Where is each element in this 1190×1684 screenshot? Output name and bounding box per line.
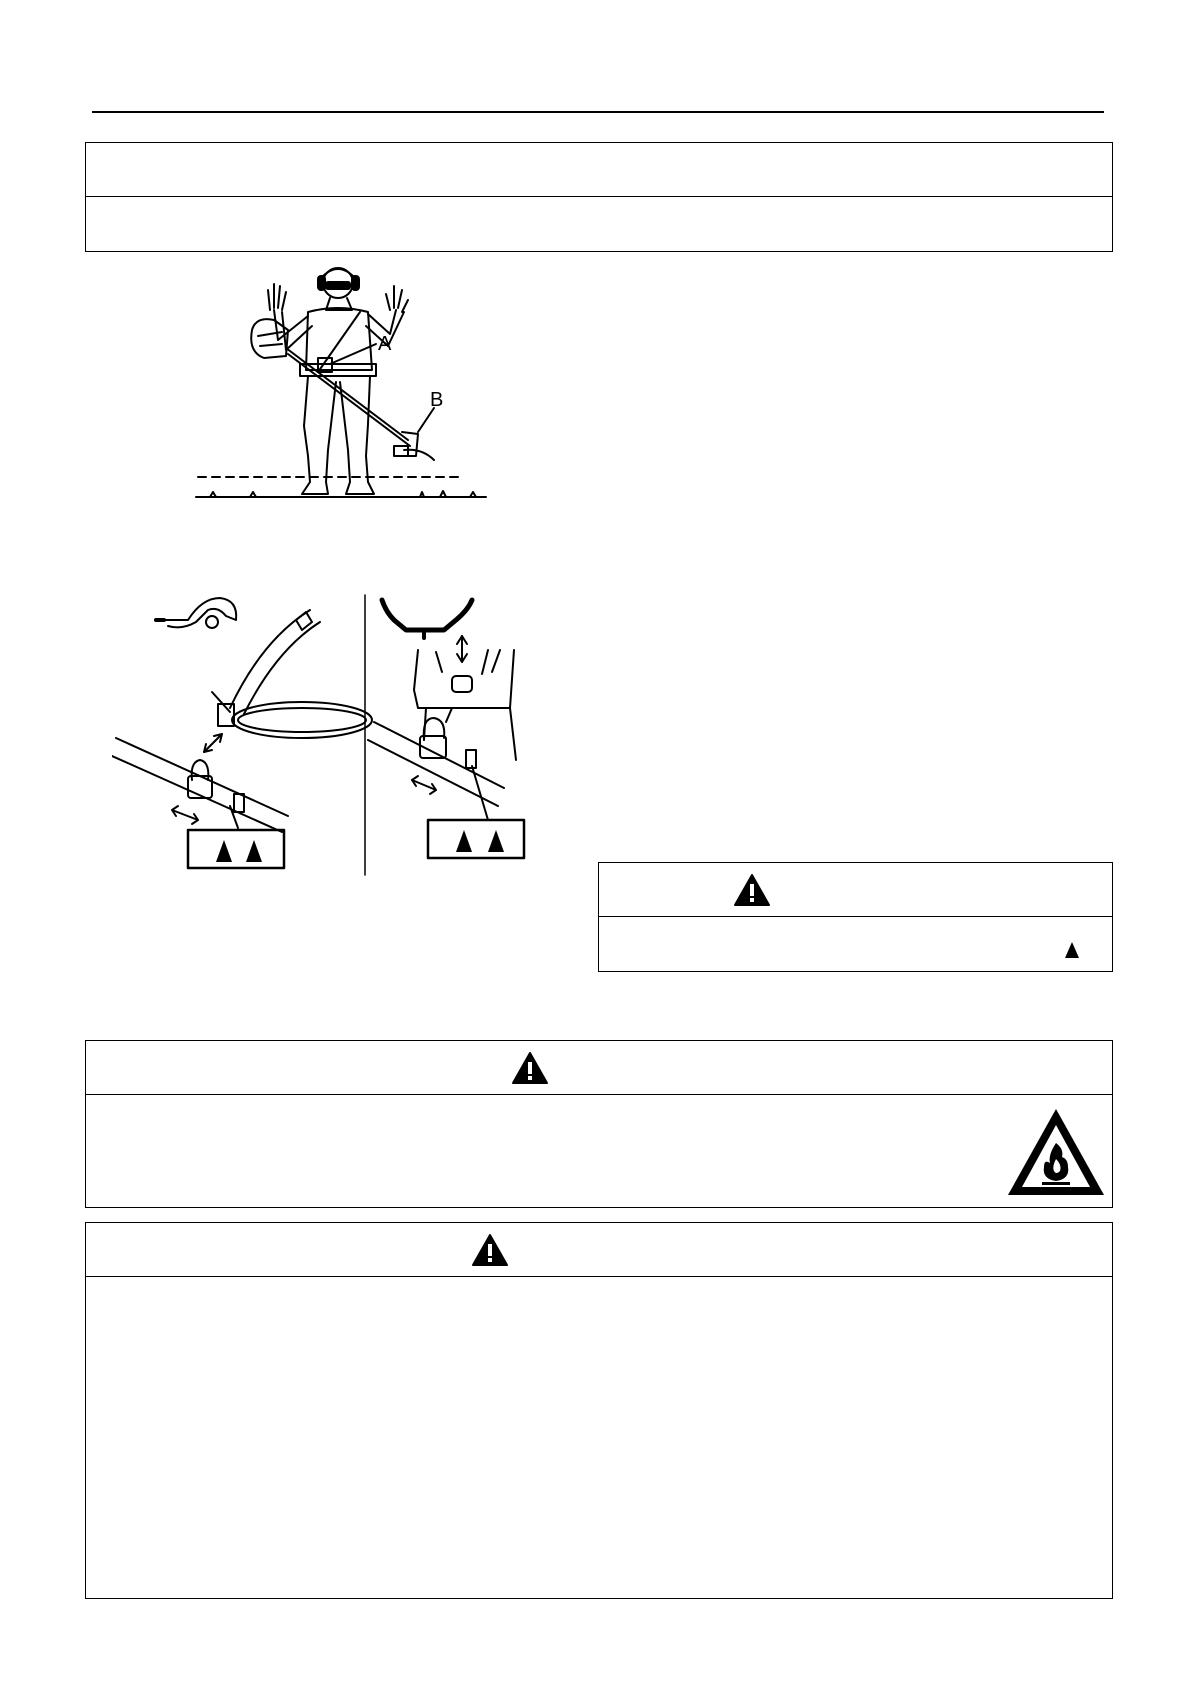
general-warning-body [86, 1277, 1112, 1597]
harness-figure [112, 590, 542, 880]
general-warning-header [86, 1223, 1112, 1277]
triangle-marker-icon [1064, 941, 1080, 959]
top-info-box-body [86, 197, 1112, 250]
fuel-warning-body [86, 1095, 1112, 1206]
harness-illustration [112, 590, 542, 880]
flammable-icon [1004, 1105, 1108, 1199]
fuel-warning-header [86, 1041, 1112, 1095]
label-a: A [378, 333, 392, 355]
general-warning-box [85, 1222, 1113, 1599]
warning-triangle-icon [471, 1233, 509, 1267]
fuel-warning-box [85, 1040, 1113, 1208]
top-info-box [85, 142, 1113, 252]
warning-box-small [598, 862, 1113, 972]
warning-box-small-header [599, 863, 1112, 917]
label-b: B [430, 389, 444, 411]
top-info-box-header [86, 143, 1112, 197]
warning-triangle-icon [511, 1051, 549, 1085]
warning-triangle-icon [733, 873, 771, 907]
operator-illustration [190, 260, 500, 510]
operator-figure [190, 260, 500, 510]
header-rule [92, 111, 1104, 113]
warning-box-small-body [599, 917, 1112, 970]
